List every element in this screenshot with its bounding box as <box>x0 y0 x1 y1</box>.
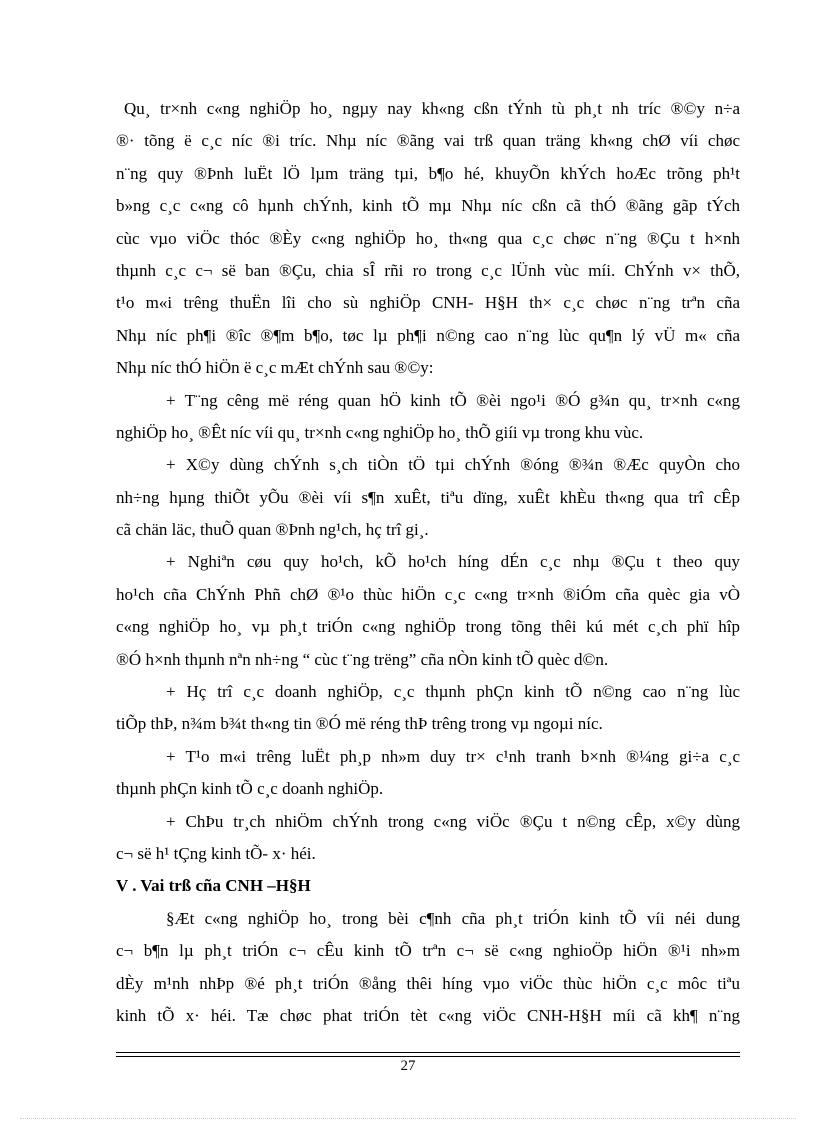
text-line: n¨ng quy ®Þnh luËt lÖ lµm träng tµi, b¶o hé, khuyÕn khÝch hoÆc trõng ph¹t <box>116 163 740 183</box>
text-line: cùc vµo viÖc thóc ®Èy c«ng nghiÖp ho¸ th«ng qua c¸c chøc n¨ng ®Çu t h×nh <box>116 228 740 248</box>
bullet-line: + Nghiªn cøu quy ho¹ch, kÕ ho¹ch híng dÉn c¸c nhµ ®Çu t theo quy <box>166 552 740 572</box>
bullet-line: + T¨ng cêng më réng quan hÖ kinh tÕ ®èi ngo¹i ®Ó g¾n qu¸ tr×nh c«ng <box>166 390 740 410</box>
page-border <box>20 1118 796 1119</box>
text-line: c¬ së h¹ tÇng kinh tÕ- x· héi. <box>116 843 316 863</box>
text-line: Nhµ níc thÓ hiÖn ë c¸c mÆt chÝnh sau ®©y: <box>116 358 434 378</box>
bullet-line: + Hç trî c¸c doanh nghiÖp, c¸c thµnh phÇn kinh tÕ n©ng cao n¨ng lùc <box>166 682 740 702</box>
text-line: c¬ b¶n lµ ph¸t triÓn c¬ cÊu kinh tÕ trªn c¬ së c«ng nghioÖp hiÖn ®¹i nh»m <box>116 941 740 961</box>
footer-rule <box>116 1052 740 1057</box>
bullet-line: + X©y dùng chÝnh s¸ch tiÒn tÖ tµi chÝnh ®óng ®¾n ®Æc quyÒn cho <box>166 455 740 475</box>
text-line: t¹o m«i trêng thuËn lîi cho sù nghiÖp CNH- H§H th× c¸c chøc n¨ng trªn cña <box>116 293 740 313</box>
bullet-line: + ChÞu tr¸ch nhiÖm chÝnh trong c«ng viÖc ®Çu t n©ng cÊp, x©y dùng <box>166 811 740 831</box>
text-line: kinh tÕ x· héi. Tæ chøc phat triÓn tèt c«ng viÖc CNH-H§H míi cã kh¶ n¨ng <box>116 1005 740 1025</box>
text-line: thµnh c¸c c¬ së ban ®Çu, chia sÎ rñi ro trong c¸c lÜnh vùc míi. ChÝnh v× thÕ, <box>116 260 740 280</box>
text-line: ®Ó h×nh thµnh nªn nh÷ng “ cùc t¨ng trëng” cña nÒn kinh tÕ quèc d©n. <box>116 649 609 669</box>
page-number: 27 <box>400 1058 416 1074</box>
text-line: nghiÖp ho¸ ®Êt níc víi qu¸ tr×nh c«ng nghiÖp ho¸ thÕ giíi vµ trong khu vùc. <box>116 422 644 442</box>
text-line: ho¹ch cña ChÝnh Phñ chØ ®¹o thùc hiÖn c¸c c«ng tr×nh ®iÓm cña quèc gia vÒ <box>116 584 740 604</box>
text-line: c«ng nghiÖp ho¸ vµ ph¸t triÓn c«ng nghiÖp trong tõng thêi kú mét c¸ch phï hîp <box>116 617 740 637</box>
text-line: Nhµ níc ph¶i ®îc ®¶m b¶o, tøc lµ ph¶i n©ng cao n¨ng lùc qu¶n lý vÜ m« cña <box>116 325 740 345</box>
bullet-line: + T¹o m«i trêng luËt ph¸p nh»m duy tr× c¹nh tranh b×nh ®¼ng gi÷a c¸c <box>166 746 740 766</box>
text-line: nh÷ng hµng thiÕt yÕu ®èi víi s¶n xuÊt, tiªu dïng, xuÊt khÈu th«ng qua trî cÊp <box>116 487 740 507</box>
section-heading: V . Vai trß cña CNH –H§H <box>116 876 311 896</box>
text-line: dÈy m¹nh nhÞp ®é ph¸t triÓn ®ång thêi híng vµo viÖc thùc hiÖn c¸c môc tiªu <box>116 973 740 993</box>
text-line: tiÕp thÞ, n¾m b¾t th«ng tin ®Ó më réng thÞ trêng trong vµ ngoµi níc. <box>116 714 603 734</box>
text-line: §Æt c«ng nghiÖp ho¸ trong bèi c¶nh cña ph¸t triÓn kinh tÕ víi néi dung <box>166 908 740 928</box>
text-line: cã chän läc, thuÕ quan ®Þnh ng¹ch, hç trî gi¸. <box>116 520 429 540</box>
text-line: ®· tõng ë c¸c níc ®i tríc. Nhµ níc ®ãng vai trß quan träng kh«ng chØ víi chøc <box>116 131 740 151</box>
text-line: Qu¸ tr×nh c«ng nghiÖp ho¸ ngµy nay kh«ng cßn tÝnh tù ph¸t nh tríc ®©y n÷a <box>124 99 740 118</box>
page-body <box>116 93 740 1032</box>
text-line: thµnh phÇn kinh tÕ c¸c doanh nghiÖp. <box>116 779 384 799</box>
text-line: b»ng c¸c c«ng cô hµnh chÝnh, kinh tÕ mµ Nhµ níc cßn cã thÓ ®ãng gãp tÝch <box>116 196 740 216</box>
